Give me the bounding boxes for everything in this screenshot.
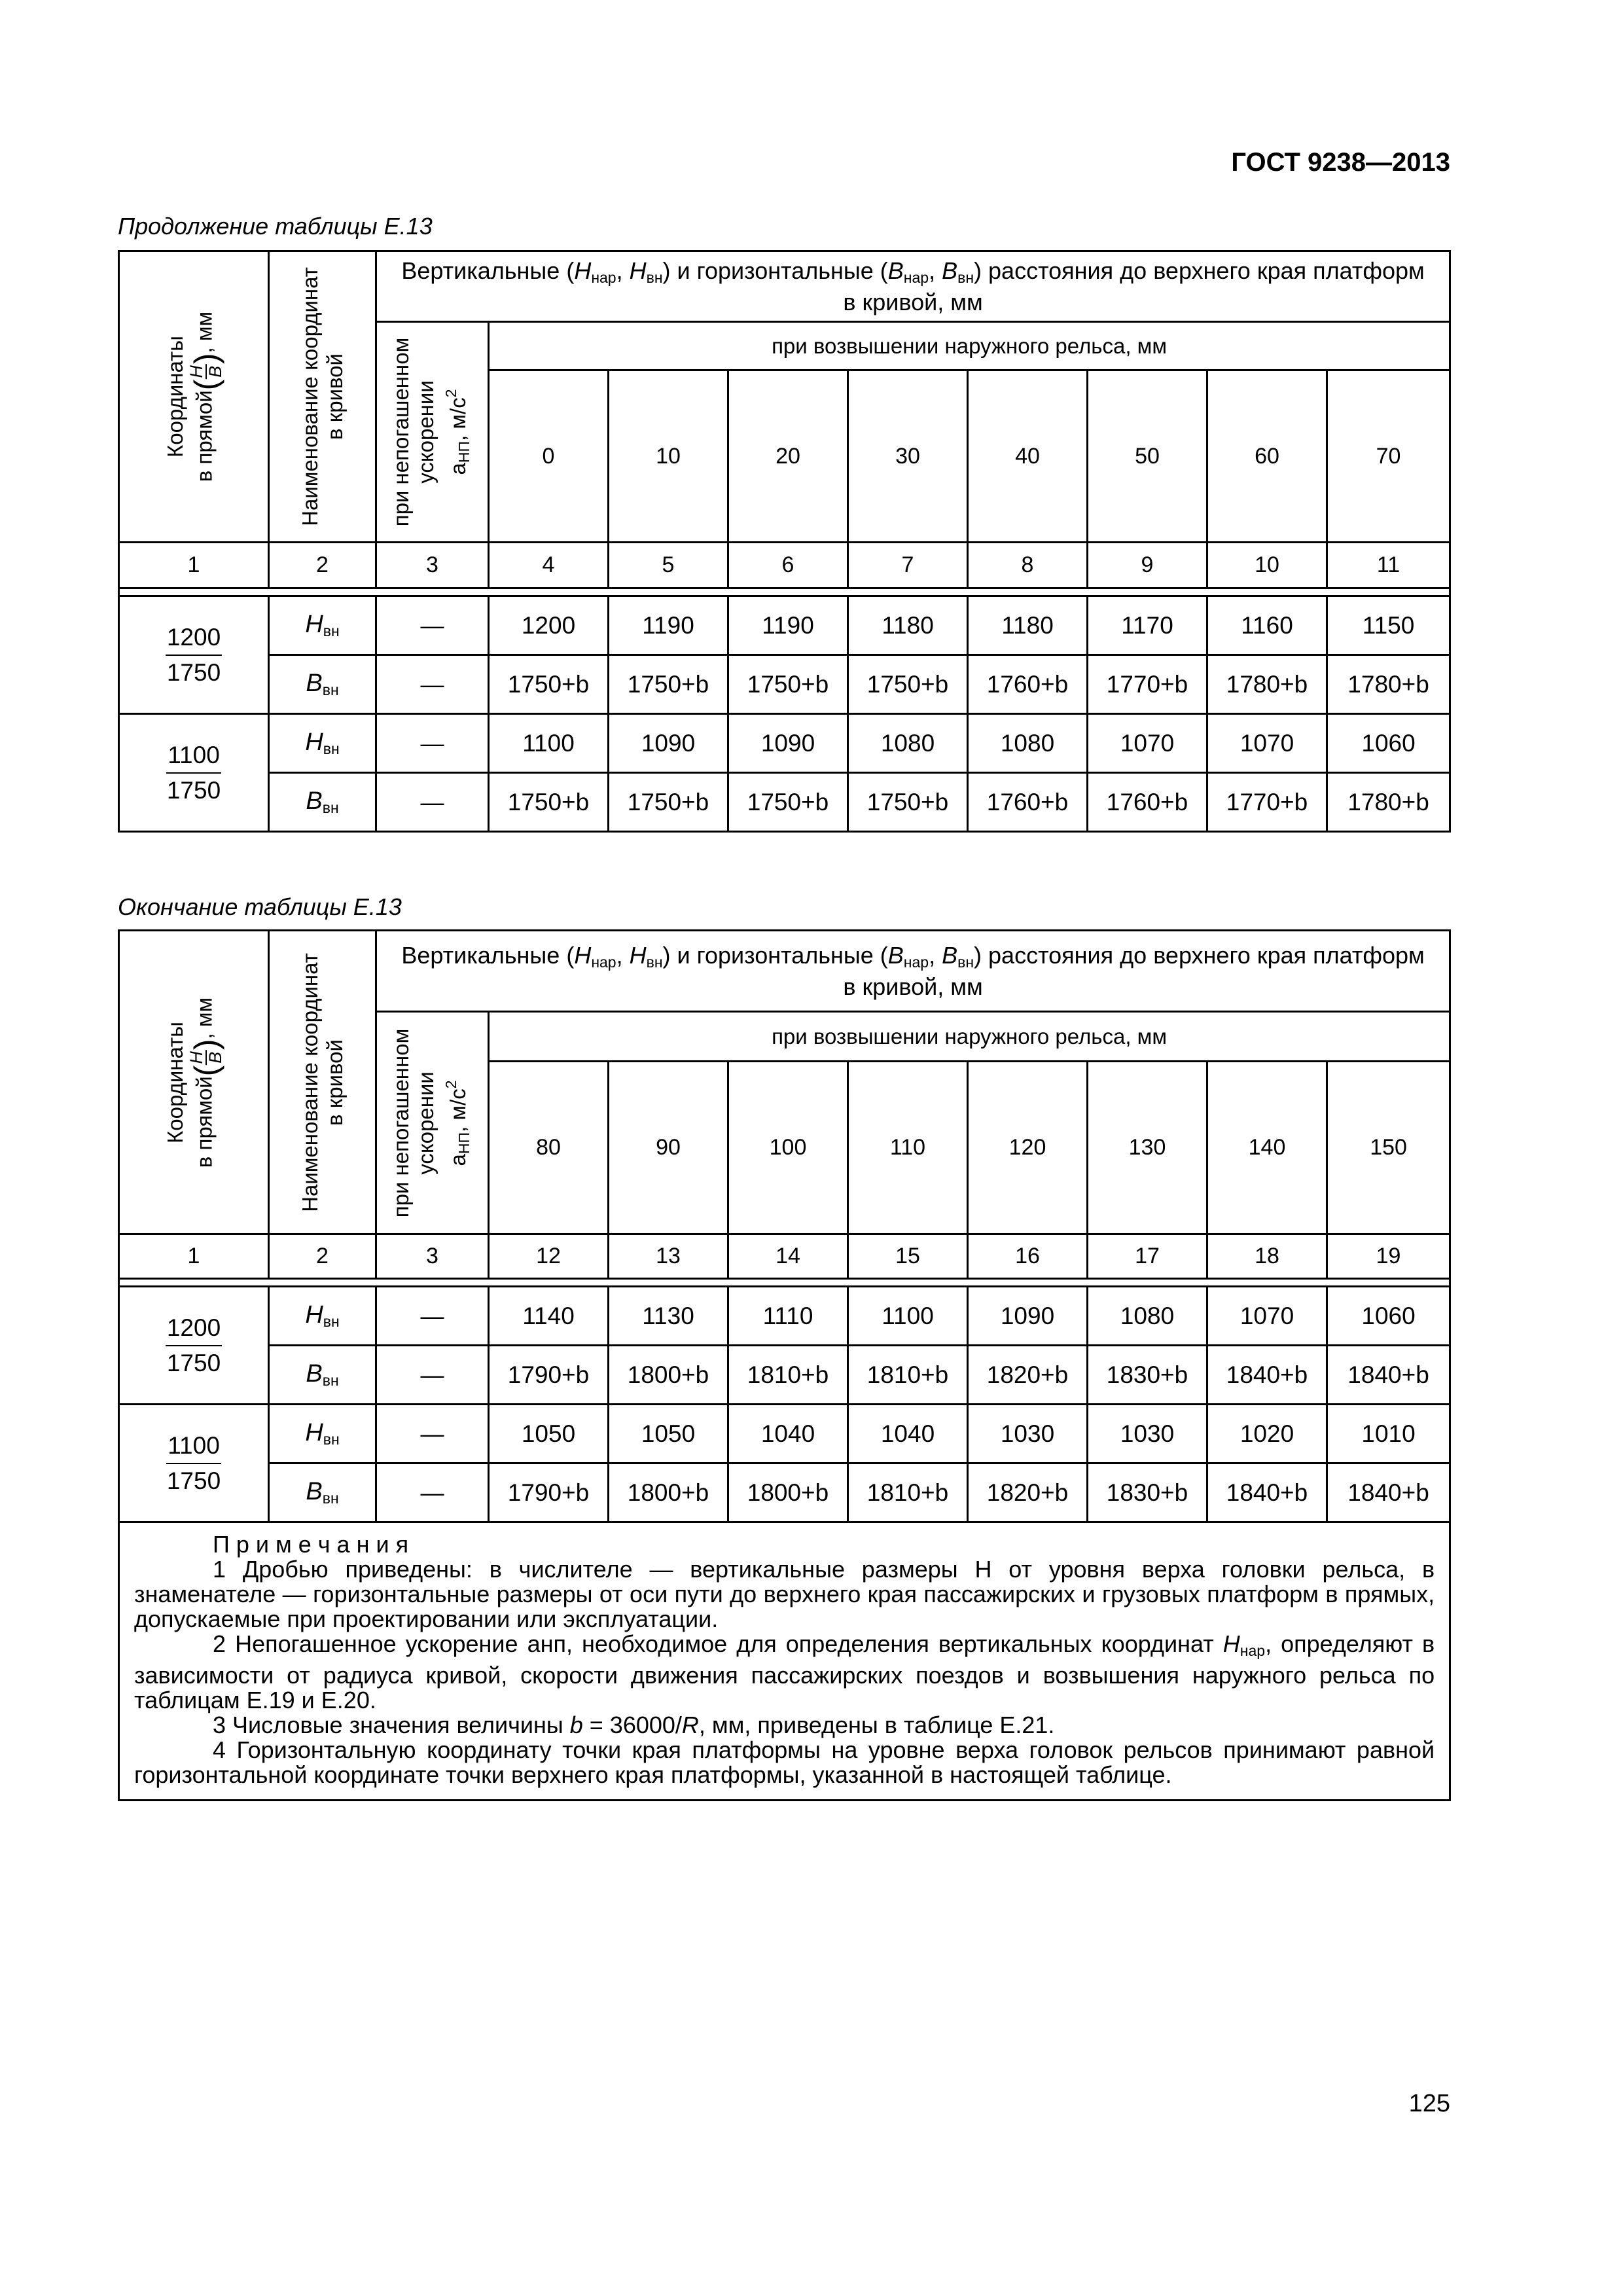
note-4: 4 Горизонтальную координату точки края платформы на уровне верха головок рельсов принимают равной горизонтальной координате точки верхнего края платформы, указанной в настоящей таблице. — [134, 1736, 1435, 1788]
value-cell: 1100 — [848, 1287, 968, 1346]
coordinate-name: $H_{вн}$ — [269, 1405, 376, 1463]
value-cell: 1750+b — [609, 773, 728, 832]
acceleration-value: — — [376, 1346, 489, 1405]
elevation-value: 30 — [848, 370, 968, 543]
value-cell: 1810+b — [848, 1346, 968, 1405]
coordinate-b: 1750 — [166, 776, 221, 804]
value-cell: 1840+b — [1327, 1346, 1450, 1405]
column-number: 7 — [848, 543, 968, 588]
value-cell: 1750+b — [728, 655, 848, 714]
value-cell: 1020 — [1207, 1405, 1327, 1463]
coordinate-fraction — [119, 1405, 269, 1522]
value-cell: 1840+b — [1207, 1463, 1327, 1522]
value-cell: 1080 — [848, 714, 968, 773]
column-number: 8 — [968, 543, 1088, 588]
table-row — [119, 1463, 1450, 1522]
value-cell: 1830+b — [1088, 1463, 1207, 1522]
coordinate-b: 1750 — [166, 1467, 221, 1494]
value-cell: 1750+b — [848, 773, 968, 832]
coordinate-h: 1100 — [166, 1431, 221, 1464]
value-cell: 1030 — [968, 1405, 1088, 1463]
column-number: 18 — [1207, 1234, 1327, 1279]
table-row — [119, 1405, 1450, 1463]
notes-block — [119, 1522, 1450, 1801]
elevation-value: 80 — [489, 1062, 609, 1234]
value-cell: 1150 — [1327, 596, 1450, 655]
value-cell: 1760+b — [968, 655, 1088, 714]
column-number: 2 — [269, 543, 376, 588]
elevation-value: 60 — [1207, 370, 1327, 543]
value-cell: 1200 — [489, 596, 609, 655]
coordinate-name: $H_{вн}$ — [269, 1287, 376, 1346]
column-number: 10 — [1207, 543, 1327, 588]
acceleration-value: — — [376, 1287, 489, 1346]
elevation-value: 70 — [1327, 370, 1450, 543]
value-cell: 1180 — [848, 596, 968, 655]
column-numbers-row — [119, 543, 1450, 588]
note-1: 1 Дробью приведены: в числителе — вертикальные размеры Н от уровня верха головки рельса, в знаменателе — горизонтальные размеры от оси пути до верхнего края пассажирских и грузовых платформ в прямых, допускаемые при проектировании или эксплуатации. — [134, 1556, 1435, 1632]
elevation-value: 110 — [848, 1062, 968, 1234]
acceleration-value: — — [376, 773, 489, 832]
table-row — [119, 1346, 1450, 1405]
value-cell: 1790+b — [489, 1463, 609, 1522]
value-cell: 1080 — [968, 714, 1088, 773]
elevation-value: 20 — [728, 370, 848, 543]
column-number: 14 — [728, 1234, 848, 1279]
elevation-value: 0 — [489, 370, 609, 543]
column-number: 2 — [269, 1234, 376, 1279]
elevation-value: 90 — [609, 1062, 728, 1234]
elevation-value: 130 — [1088, 1062, 1207, 1234]
coordinate-fraction — [119, 714, 269, 832]
table-row — [119, 714, 1450, 773]
value-cell: 1800+b — [728, 1463, 848, 1522]
column-number: 9 — [1088, 543, 1207, 588]
value-cell: 1110 — [728, 1287, 848, 1346]
coordinate-name: $H_{вн}$ — [269, 714, 376, 773]
acceleration-value: — — [376, 1463, 489, 1522]
value-cell: 1800+b — [609, 1463, 728, 1522]
acceleration-value: — — [376, 714, 489, 773]
value-cell: 1750+b — [489, 773, 609, 832]
value-cell: 1770+b — [1088, 655, 1207, 714]
coordinate-fraction — [119, 596, 269, 714]
value-cell: 1820+b — [968, 1346, 1088, 1405]
coordinate-name: $H_{вн}$ — [269, 596, 376, 655]
value-cell: 1160 — [1207, 596, 1327, 655]
table-continuation — [118, 250, 1451, 833]
value-cell: 1810+b — [728, 1346, 848, 1405]
value-cell: 1790+b — [489, 1346, 609, 1405]
column-number: 19 — [1327, 1234, 1450, 1279]
coord-fraction: H B — [187, 1050, 225, 1064]
acceleration-value: — — [376, 596, 489, 655]
value-cell: 1140 — [489, 1287, 609, 1346]
note-2: 2 Непогашенное ускорение анп, необходимое для определения вертикальных координат $H_{нар}$, определяют в зависимости от радиуса кривой, скорости движения пассажирских поездов и возвышения наружного рельса по таблицам Е.19 и Е.20. — [134, 1630, 1435, 1713]
value-cell: 1040 — [728, 1405, 848, 1463]
column-number: 4 — [489, 543, 609, 588]
value-cell: 1010 — [1327, 1405, 1450, 1463]
column-number: 16 — [968, 1234, 1088, 1279]
coordinate-h: 1200 — [166, 623, 222, 656]
header-coordinate-name: Наименование координат в кривой — [269, 251, 376, 543]
value-cell: 1070 — [1207, 1287, 1327, 1346]
coordinate-name: $B_{вн}$ — [269, 655, 376, 714]
elevation-value: 150 — [1327, 1062, 1450, 1234]
header-elevation: при возвышении наружного рельса, мм — [489, 1012, 1450, 1062]
value-cell: 1750+b — [728, 773, 848, 832]
column-number: 3 — [376, 1234, 489, 1279]
value-cell: 1070 — [1207, 714, 1327, 773]
value-cell: 1190 — [728, 596, 848, 655]
value-cell: 1840+b — [1327, 1463, 1450, 1522]
table-row — [119, 655, 1450, 714]
value-cell: 1810+b — [848, 1463, 968, 1522]
coordinate-name: $B_{вн}$ — [269, 1463, 376, 1522]
standard-number: ГОСТ 9238—2013 — [1231, 148, 1450, 177]
column-number: 3 — [376, 543, 489, 588]
elevation-value: 140 — [1207, 1062, 1327, 1234]
value-cell: 1830+b — [1088, 1346, 1207, 1405]
coordinate-h: 1100 — [166, 741, 221, 774]
column-number: 5 — [609, 543, 728, 588]
elevation-value: 50 — [1088, 370, 1207, 543]
value-cell: 1130 — [609, 1287, 728, 1346]
coord-fraction: H B — [187, 365, 225, 378]
value-cell: 1170 — [1088, 596, 1207, 655]
header-acceleration: при непогашенном ускорении $a_{НП}$, $м/с^2$ — [376, 1012, 489, 1234]
acceleration-value: — — [376, 655, 489, 714]
table-row — [119, 1287, 1450, 1346]
header-acceleration: при непогашенном ускорении $a_{НП}$, $м/с^2$ — [376, 322, 489, 543]
coordinate-b: 1750 — [166, 1349, 221, 1376]
elevation-value: 120 — [968, 1062, 1088, 1234]
value-cell: 1040 — [848, 1405, 968, 1463]
value-cell: 1780+b — [1327, 773, 1450, 832]
table-row — [119, 773, 1450, 832]
value-cell: 1800+b — [609, 1346, 728, 1405]
table-end — [118, 929, 1451, 1801]
elevation-value: 40 — [968, 370, 1088, 543]
column-number: 13 — [609, 1234, 728, 1279]
coordinate-name: $B_{вн}$ — [269, 1346, 376, 1405]
value-cell: 1090 — [968, 1287, 1088, 1346]
notes-title: П р и м е ч а н и я — [213, 1531, 409, 1558]
column-numbers-row — [119, 1234, 1450, 1279]
value-cell: 1060 — [1327, 1287, 1450, 1346]
value-cell: 1080 — [1088, 1287, 1207, 1346]
value-cell: 1100 — [489, 714, 609, 773]
value-cell: 1050 — [489, 1405, 609, 1463]
value-cell: 1060 — [1327, 714, 1450, 773]
value-cell: 1750+b — [489, 655, 609, 714]
coordinate-name: $B_{вн}$ — [269, 773, 376, 832]
table-caption-continuation: Продолжение таблицы Е.13 — [118, 213, 433, 240]
value-cell: 1780+b — [1207, 655, 1327, 714]
value-cell: 1750+b — [609, 655, 728, 714]
value-cell: 1760+b — [968, 773, 1088, 832]
column-number: 1 — [119, 543, 269, 588]
column-number: 17 — [1088, 1234, 1207, 1279]
column-number: 6 — [728, 543, 848, 588]
header-coordinates: Координаты в прямой( H B ), мм — [119, 251, 269, 543]
value-cell: 1840+b — [1207, 1346, 1327, 1405]
coordinate-fraction — [119, 1287, 269, 1405]
value-cell: 1090 — [728, 714, 848, 773]
page-number: 125 — [1408, 2090, 1450, 2117]
elevation-value: 10 — [609, 370, 728, 543]
table-row — [119, 596, 1450, 655]
value-cell: 1770+b — [1207, 773, 1327, 832]
header-coordinates: Координаты в прямой( H B ), мм — [119, 931, 269, 1234]
column-number: 11 — [1327, 543, 1450, 588]
elevation-value: 100 — [728, 1062, 848, 1234]
table-caption-end: Окончание таблицы Е.13 — [118, 893, 402, 920]
value-cell: 1180 — [968, 596, 1088, 655]
value-cell: 1780+b — [1327, 655, 1450, 714]
header-coordinate-name: Наименование координат в кривой — [269, 931, 376, 1234]
value-cell: 1820+b — [968, 1463, 1088, 1522]
value-cell: 1090 — [609, 714, 728, 773]
header-distances: Вертикальные ($H_{нар}$, $H_{вн}$) и горизонтальные ($B_{нар}$, $B_{вн}$) расстояния до верхнего края платформ в кривой, мм — [376, 931, 1450, 1012]
value-cell: 1050 — [609, 1405, 728, 1463]
coordinate-b: 1750 — [166, 658, 221, 686]
value-cell: 1760+b — [1088, 773, 1207, 832]
value-cell: 1190 — [609, 596, 728, 655]
value-cell: 1030 — [1088, 1405, 1207, 1463]
header-elevation: при возвышении наружного рельса, мм — [489, 322, 1450, 370]
column-number: 1 — [119, 1234, 269, 1279]
value-cell: 1750+b — [848, 655, 968, 714]
header-distances: Вертикальные ($H_{нар}$, $H_{вн}$) и горизонтальные ($B_{нар}$, $B_{вн}$) расстояния до верхнего края платформ в кривой, мм — [376, 251, 1450, 322]
column-number: 15 — [848, 1234, 968, 1279]
coordinate-h: 1200 — [166, 1314, 222, 1346]
column-number: 12 — [489, 1234, 609, 1279]
value-cell: 1070 — [1088, 714, 1207, 773]
acceleration-value: — — [376, 1405, 489, 1463]
note-3: 3 Числовые значения величины b = 36000/R, мм, приведены в таблице Е.21. — [213, 1712, 1055, 1738]
